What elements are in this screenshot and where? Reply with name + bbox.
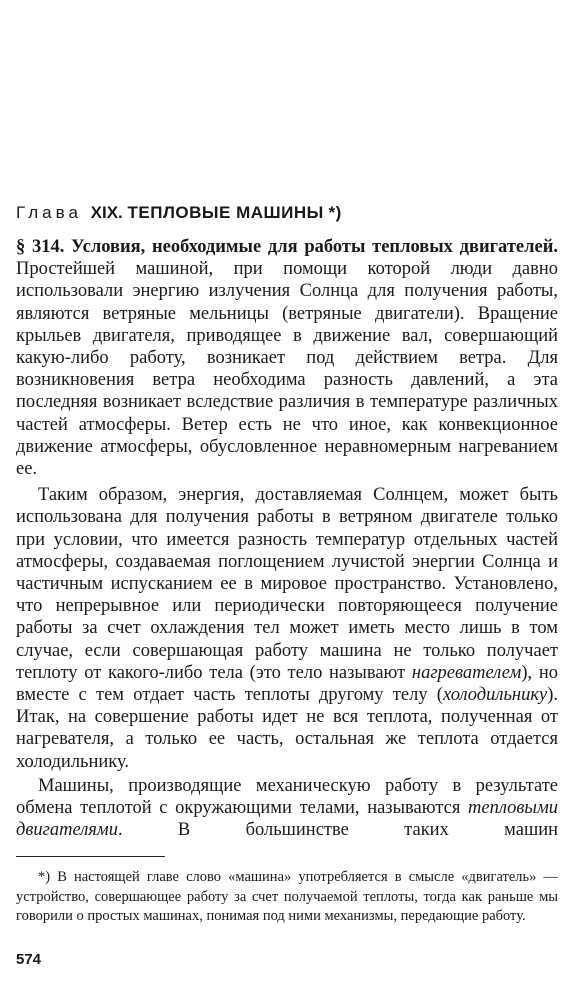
- chapter-heading: [16, 203, 342, 223]
- paragraph-2-text-b: ), но вместе с тем отдает часть теплоты другому телу (: [16, 662, 558, 706]
- chapter-footnote-mark: *): [328, 203, 342, 222]
- chapter-label: Глава: [16, 203, 82, 222]
- paragraph-3: [16, 775, 558, 842]
- paragraph-2: [16, 484, 558, 773]
- section-heading: § 314. Условия, необходимые для работы тепловых двигателей.: [16, 237, 558, 257]
- main-text: [16, 236, 558, 841]
- term-heat-engines: тепловыми двигателями: [16, 798, 558, 841]
- paragraph-3-text-b: . В большинстве таких машин: [117, 820, 558, 841]
- paragraph-3-text-a: Машины, производящие механическую работу в результате обмена теплотой с окружающими телами, называются: [16, 775, 558, 819]
- chapter-title: ТЕПЛОВЫЕ МАШИНЫ: [127, 203, 324, 222]
- paragraph-2-text-a: Таким образом, энергия, доставляемая Солнцем, может быть использована для получения работы в ветряном двигателе только при условии, что имеется разность температур отдельных частей атмосферы, создаваемая поглощением лучистой энергии Солнца и частичным испусканием ее в мировое пространство. Установлено, что непрерывное или периодически повторяющееся получение работы за счет охлаждения тел может иметь место лишь в том случае, если совершающая работу машина не только получает теплоту от какого-либо тела (это тело называют: [16, 485, 558, 683]
- paragraph-1-text: Простейшей машиной, при помощи которой люди давно использовали энергию излучения Солнца для получения работы, являются ветряные мельницы (ветряные двигатели). Вращение крыльев двигателя, приводящее в движение вал, совершающий какую-либо работу, возникает под действием ветра. Для возникновения ветра необходима разность давлений, а эта последняя возникает вследствие различия в температуре различных частей атмосферы. Ветер есть не что иное, как конвекционное движение атмосферы, обусловленное неравномерным нагреванием ее.: [16, 259, 558, 480]
- paragraph-1: [16, 236, 558, 480]
- term-cooler: холодильнику: [442, 685, 548, 706]
- footnote: [16, 868, 558, 927]
- page-number: 574: [16, 951, 42, 968]
- footnote-text: *) В настоящей главе слово «машина» употребляется в смысле «двигатель» — устройство, совершающее работу за счет получаемой теплоты, тогда как раньше мы говорили о простых машинах, понимая под ними механизмы, передающие работу.: [16, 869, 558, 924]
- chapter-number: XIX.: [90, 203, 123, 222]
- footnote-divider: [16, 856, 165, 857]
- paragraph-2-text-c: ). Итак, на совершение работы идет не вся теплота, полученная от нагревателя, а только ее часть, остальная же теплота отдается холодильнику.: [16, 685, 558, 772]
- term-heater: нагревателем: [411, 662, 522, 683]
